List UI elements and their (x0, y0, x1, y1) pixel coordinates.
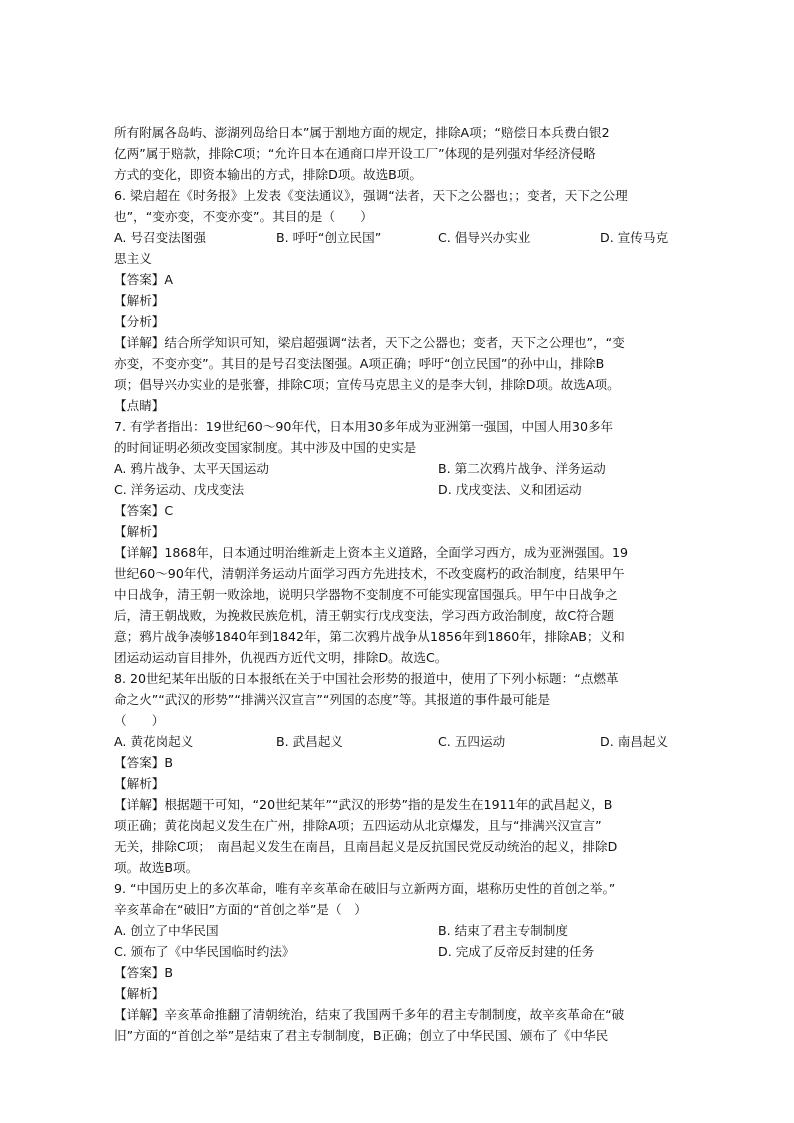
text-line: 亦变，不变亦变”。其目的是号召变法图强。A项正确；呼吁“创立民国”的孙中山，排除B (114, 356, 605, 371)
q7-option-a: A. 鸦片战争、太平天国运动 (114, 461, 269, 476)
text-line: 【详解】辛亥革命推翻了清朝统治，结束了我国两千多年的君主专制制度，故辛亥革命在“破 (114, 1007, 625, 1022)
q7-option-b: B. 第二次鸦片战争、洋务运动 (438, 461, 606, 476)
q8-option-a: A. 黄花岗起义 (114, 734, 194, 749)
text-line: 【详解】1868年，日本通过明治维新走上资本主义道路，全面学习西方，成为亚洲强国。19 (114, 545, 629, 560)
q8-option-b: B. 武昌起义 (276, 734, 344, 749)
q9-option-c: C. 颁布了《中华民国临时约法》 (114, 944, 295, 959)
q9-option-d: D. 完成了反帝反封建的任务 (438, 944, 595, 959)
q6-option-c: C. 倡导兴办实业 (438, 230, 531, 245)
question-8-stem: 命之火”“武汉的形势”“排满兴汉宣言”“列国的态度”等。其报道的事件最可能是 (114, 692, 551, 707)
text-line: 【点睛】 (114, 398, 165, 413)
question-7-stem: 的时间证明必须改变国家制度。其中涉及中国的史实是 (114, 440, 417, 455)
question-9-stem: 辛亥革命在“破旧”方面的“首创之举”是（ ） (114, 902, 367, 917)
text-line: 项正确；黄花岗起义发生在广州，排除A项；五四运动从北京爆发，且与“排满兴汉宣言” (114, 818, 602, 833)
text-line: 思主义 (114, 251, 152, 266)
analysis-label: 【解析】 (114, 776, 165, 791)
text-line: 方式的变化，即资本输出的方式，排除D项。故选B项。 (114, 167, 422, 182)
q7-option-c: C. 洋务运动、戊戌变法 (114, 482, 245, 497)
text-line: 项；倡导兴办实业的是张謇，排除C项；宣传马克思主义的是李大钊，排除D项。故选A项。 (114, 377, 620, 392)
text-line: 意；鸦片战争凑够1840年到1842年，第二次鸦片战争从1856年到1860年，排除AB；义和 (114, 629, 625, 644)
answer-label: 【答案】B (114, 755, 174, 770)
q8-option-c: C. 五四运动 (438, 734, 506, 749)
question-9-stem: 9. “中国历史上的多次革命，唯有辛亥革命在破旧与立新两方面，堪称历史性的首创之举。” (114, 881, 616, 896)
analysis-label: 【分析】 (114, 314, 165, 329)
q6-option-a: A. 号召变法图强 (114, 230, 206, 245)
text-line: 亿两”属于赔款，排除C项；“允许日本在通商口岸开设工厂”体现的是列强对华经济侵略 (114, 146, 596, 161)
q9-option-a: A. 创立了中华民国 (114, 923, 219, 938)
text-line: 所有附属各岛屿、澎湖列岛给日本”属于割地方面的规定，排除A项；“赔偿日本兵费白银2 (114, 125, 610, 140)
q6-option-d: D. 宣传马克 (600, 230, 669, 245)
q7-option-d: D. 戊戌变法、义和团运动 (438, 482, 582, 497)
analysis-label: 【解析】 (114, 293, 165, 308)
answer-label: 【答案】A (114, 272, 173, 287)
question-8-stem: （ ） (114, 713, 165, 728)
answer-label: 【答案】B (114, 965, 174, 980)
text-line: 后，清王朝战败，为挽救民族危机，清王朝实行戊戌变法，学习西方政治制度，故C符合题 (114, 608, 614, 623)
question-8-stem: 8. 20世纪某年出版的日本报纸在关于中国社会形势的报道中，使用了下列小标题：“点燃革 (114, 671, 619, 686)
text-line: 团运动运动盲目排外，仇视西方近代文明，排除D。故选C。 (114, 650, 448, 665)
question-6-stem: 6. 梁启超在《时务报》上发表《变法通议》，强调“法者，天下之公器也；；变者，天下之公理 (114, 188, 628, 203)
text-line: 世纪60～90年代，清朝洋务运动片面学习西方先进技术，不改变腐朽的政治制度，结果甲午 (114, 566, 625, 581)
analysis-label: 【解析】 (114, 524, 165, 539)
question-6-stem: 也”，“变亦变，不变亦变”。其目的是（ ） (114, 209, 373, 224)
q6-option-b: B. 呼吁“创立民国” (276, 230, 382, 245)
analysis-label: 【解析】 (114, 986, 165, 1001)
text-line: 项。故选B项。 (114, 860, 199, 875)
answer-label: 【答案】C (114, 503, 174, 518)
q9-option-b: B. 结束了君主专制制度 (438, 923, 568, 938)
text-line: 【详解】结合所学知识可知，梁启超强调“法者，天下之公器也；变者，天下之公理也”，“变 (114, 335, 625, 350)
text-line: 中日战争，清王朝一败涂地，说明只学器物不变制度不可能实现富国强兵。甲午中日战争之 (114, 587, 618, 602)
text-line: 【详解】根据题干可知，“20世纪某年”“武汉的形势”指的是发生在1911年的武昌起义，B (114, 797, 613, 812)
q8-option-d: D. 南昌起义 (600, 734, 669, 749)
question-7-stem: 7. 有学者指出：19世纪60～90年代，日本用30多年成为亚洲第一强国，中国人用30多年 (114, 419, 614, 434)
text-line: 无关，排除C项； 南昌起义发生在南昌，且南昌起义是反抗国民党反动统治的起义，排除D (114, 839, 618, 854)
text-line: 旧”方面的“首创之举”是结束了君主专制制度，B正确；创立了中华民国、颁布了《中华民 (114, 1028, 609, 1043)
